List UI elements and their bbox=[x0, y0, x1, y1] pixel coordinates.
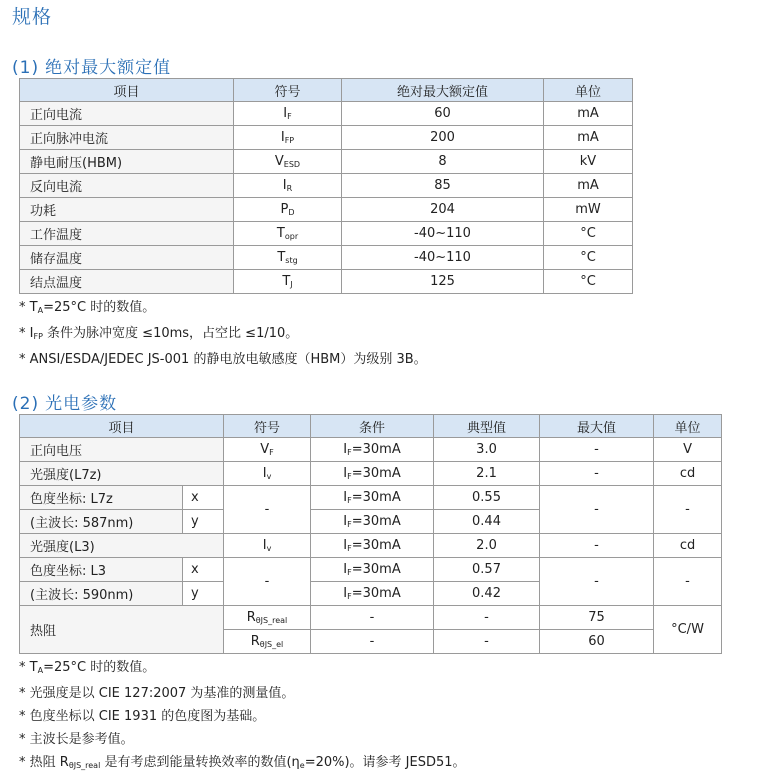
row-label: 反向电流 bbox=[20, 174, 234, 198]
row-label: 光强度(L3) bbox=[20, 534, 224, 558]
symbol-cell: $I_F$ bbox=[234, 102, 342, 126]
page-title: 规格 bbox=[12, 6, 53, 28]
condition-cell: - bbox=[311, 630, 434, 654]
condition-cell: $I_F=30mA$ bbox=[311, 558, 434, 582]
max-cell: - bbox=[540, 486, 654, 534]
table-row bbox=[20, 150, 633, 174]
header-item: 项目 bbox=[20, 415, 224, 438]
absolute-max-table bbox=[19, 78, 633, 294]
max-cell: - bbox=[540, 558, 654, 606]
condition-cell: $I_F=30mA$ bbox=[311, 582, 434, 606]
max-cell: - bbox=[540, 462, 654, 486]
symbol-cell: $P_D$ bbox=[234, 198, 342, 222]
table-row bbox=[20, 246, 633, 270]
table-row-vf bbox=[20, 438, 722, 462]
header-max: 最大值 bbox=[540, 415, 654, 438]
row-label: 热阻 bbox=[20, 606, 224, 654]
table-row-iv-l3 bbox=[20, 534, 722, 558]
row-label: 光强度(L7z) bbox=[20, 462, 224, 486]
symbol-cell: - bbox=[224, 558, 311, 606]
header-typical: 典型值 bbox=[434, 415, 540, 438]
symbol-cell: $T_{stg}$ bbox=[234, 246, 342, 270]
header-unit: 单位 bbox=[544, 79, 633, 102]
condition-cell: $I_F=30mA$ bbox=[311, 462, 434, 486]
typical-cell: - bbox=[434, 630, 540, 654]
header-symbol: 符号 bbox=[224, 415, 311, 438]
coord-y-label: y bbox=[183, 582, 224, 606]
row-label: 工作温度 bbox=[20, 222, 234, 246]
table-row bbox=[20, 102, 633, 126]
unit-cell: °C bbox=[544, 222, 633, 246]
section-title-optical bbox=[12, 389, 117, 414]
condition-cell: $I_F=30mA$ bbox=[311, 438, 434, 462]
table-row-chroma-l7z-x bbox=[20, 486, 722, 510]
section-number: (1) bbox=[12, 58, 40, 78]
table-row bbox=[20, 126, 633, 150]
table-header-row bbox=[20, 79, 633, 102]
note-line: * $T_A=25^\circ C$ 时的数值。 bbox=[19, 300, 156, 315]
table-row bbox=[20, 222, 633, 246]
section-title-absolute-max bbox=[12, 53, 171, 78]
value-cell: -40~110 bbox=[342, 246, 544, 270]
typical-cell: 0.55 bbox=[434, 486, 540, 510]
header-rating: 绝对最大额定值 bbox=[342, 79, 544, 102]
value-cell: 204 bbox=[342, 198, 544, 222]
unit-cell: - bbox=[654, 486, 722, 534]
row-label: (主波长: 590nm) bbox=[20, 582, 183, 606]
absolute-max-notes bbox=[19, 296, 427, 371]
note-line: * 主波长是参考值。 bbox=[19, 732, 134, 747]
row-label: 功耗 bbox=[20, 198, 234, 222]
table-row bbox=[20, 270, 633, 294]
symbol-cell: $T_{opr}$ bbox=[234, 222, 342, 246]
value-cell: 200 bbox=[342, 126, 544, 150]
table-row-thermal-real bbox=[20, 606, 722, 630]
row-label: 色度坐标: L3 bbox=[20, 558, 183, 582]
row-label: 静电耐压(HBM) bbox=[20, 150, 234, 174]
symbol-cell: $I_v$ bbox=[224, 462, 311, 486]
typical-cell: 0.42 bbox=[434, 582, 540, 606]
row-label: 结点温度 bbox=[20, 270, 234, 294]
typical-cell: - bbox=[434, 606, 540, 630]
row-label: (主波长: 587nm) bbox=[20, 510, 183, 534]
symbol-cell: $R_{\theta JS\_real}$ bbox=[224, 606, 311, 630]
table-row bbox=[20, 198, 633, 222]
typical-cell: 0.44 bbox=[434, 510, 540, 534]
typical-cell: 3.0 bbox=[434, 438, 540, 462]
unit-cell: kV bbox=[544, 150, 633, 174]
symbol-cell: $R_{\theta JS\_el}$ bbox=[224, 630, 311, 654]
max-cell: 60 bbox=[540, 630, 654, 654]
header-item: 项目 bbox=[20, 79, 234, 102]
coord-y-label: y bbox=[183, 510, 224, 534]
unit-cell: °C bbox=[544, 270, 633, 294]
table-header-row bbox=[20, 415, 722, 438]
header-unit: 单位 bbox=[654, 415, 722, 438]
symbol-cell: $I_v$ bbox=[224, 534, 311, 558]
condition-cell: $I_F=30mA$ bbox=[311, 510, 434, 534]
unit-cell: mW bbox=[544, 198, 633, 222]
unit-cell: mA bbox=[544, 102, 633, 126]
optical-notes bbox=[19, 656, 466, 777]
typical-cell: 2.1 bbox=[434, 462, 540, 486]
max-cell: - bbox=[540, 534, 654, 558]
max-cell: 75 bbox=[540, 606, 654, 630]
unit-cell: cd bbox=[654, 534, 722, 558]
row-label: 正向电流 bbox=[20, 102, 234, 126]
note-line: * $T_A=25^\circ C$ 时的数值。 bbox=[19, 660, 156, 675]
symbol-cell: $V_{ESD}$ bbox=[234, 150, 342, 174]
unit-cell: °C/W bbox=[654, 606, 722, 654]
note-line: * 热阻 $R_{\theta JS\_real}$ 是有考虑到能量转换效率的数值$(\eta_e=20\%)$。请参考 JESD51。 bbox=[19, 755, 466, 770]
unit-cell: mA bbox=[544, 174, 633, 198]
value-cell: 8 bbox=[342, 150, 544, 174]
value-cell: -40~110 bbox=[342, 222, 544, 246]
typical-cell: 2.0 bbox=[434, 534, 540, 558]
unit-cell: V bbox=[654, 438, 722, 462]
note-line: * 光强度是以 CIE 127:2007 为基准的测量值。 bbox=[19, 686, 295, 701]
unit-cell: - bbox=[654, 558, 722, 606]
row-label: 储存温度 bbox=[20, 246, 234, 270]
symbol-cell: $V_F$ bbox=[224, 438, 311, 462]
row-label: 色度坐标: L7z bbox=[20, 486, 183, 510]
table-row bbox=[20, 174, 633, 198]
coord-x-label: x bbox=[183, 558, 224, 582]
max-cell: - bbox=[540, 438, 654, 462]
typical-cell: 0.57 bbox=[434, 558, 540, 582]
value-cell: 60 bbox=[342, 102, 544, 126]
row-label: 正向脉冲电流 bbox=[20, 126, 234, 150]
section-number: (2) bbox=[12, 394, 40, 414]
value-cell: 85 bbox=[342, 174, 544, 198]
row-label: 正向电压 bbox=[20, 438, 224, 462]
symbol-cell: $T_J$ bbox=[234, 270, 342, 294]
unit-cell: cd bbox=[654, 462, 722, 486]
value-cell: 125 bbox=[342, 270, 544, 294]
unit-cell: mA bbox=[544, 126, 633, 150]
note-line: * $I_{FP}$ 条件为脉冲宽度 ≤10ms，占空比 ≤1/10。 bbox=[19, 326, 299, 341]
condition-cell: $I_F=30mA$ bbox=[311, 534, 434, 558]
section-title-text: 绝对最大额定值 bbox=[45, 58, 172, 78]
optical-table bbox=[19, 414, 722, 654]
section-title-text: 光电参数 bbox=[45, 394, 118, 414]
symbol-cell: $I_{FP}$ bbox=[234, 126, 342, 150]
table-row-iv-l7z bbox=[20, 462, 722, 486]
table-row-chroma-l3-x bbox=[20, 558, 722, 582]
condition-cell: $I_F=30mA$ bbox=[311, 486, 434, 510]
note-line: * 色度坐标以 CIE 1931 的色度图为基础。 bbox=[19, 709, 266, 724]
note-line: * ANSI/ESDA/JEDEC JS-001 的静电放电敏感度（HBM）为级别 3B。 bbox=[19, 352, 427, 367]
symbol-cell: $I_R$ bbox=[234, 174, 342, 198]
header-condition: 条件 bbox=[311, 415, 434, 438]
symbol-cell: - bbox=[224, 486, 311, 534]
coord-x-label: x bbox=[183, 486, 224, 510]
condition-cell: - bbox=[311, 606, 434, 630]
unit-cell: °C bbox=[544, 246, 633, 270]
header-symbol: 符号 bbox=[234, 79, 342, 102]
